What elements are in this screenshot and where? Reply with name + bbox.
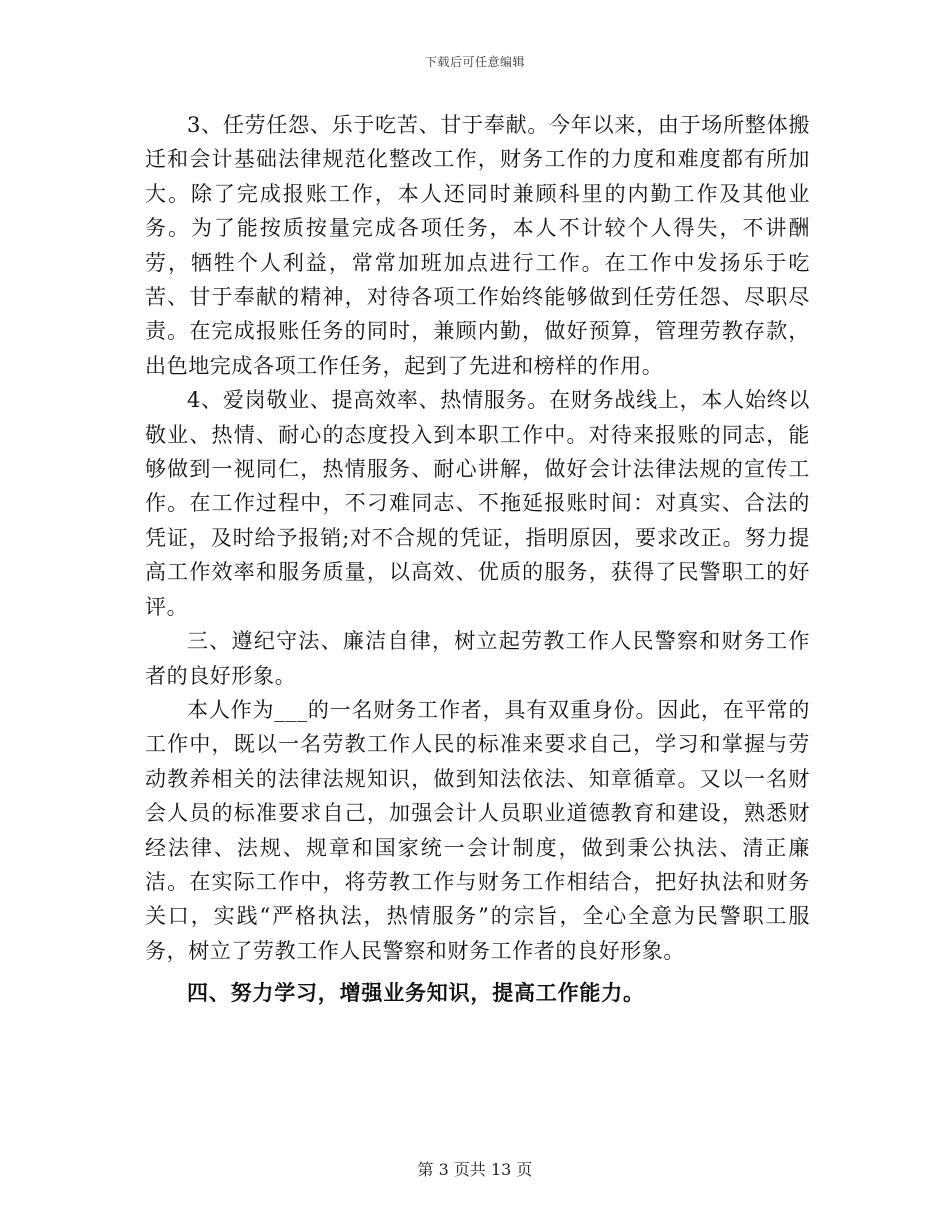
page-header: 下载后可任意编辑 <box>424 55 525 69</box>
paragraph-item-4: 4、爱岗敬业、提高效率、热情服务。在财务战线上，本人始终以敬业、热情、耐心的态度投入到本职工作中。对待来报账的同志，能够做到一视同仁，热情服务、耐心讲解，做好会计法律法规的宣传工作。在工作过程中，不刁难同志、不拖延报账时间：对真实、合法的凭证，及时给予报销;对不合规的凭证，指明原因，要求改正。努力提高工作效率和服务质量，以高效、优质的服务，获得了民警职工的好评。 <box>145 388 810 619</box>
page-number-footer: 第 3 页共 13 页 <box>417 1160 533 1179</box>
document-body <box>145 108 810 1011</box>
section-three-heading: 三、遵纪守法、廉洁自律，树立起劳教工作人民警察和财务工作者的良好形象。 <box>145 629 810 688</box>
section-four-heading: 四、努力学习，增强业务知识，提高工作能力。 <box>187 981 645 1006</box>
paragraph-item-3: 3、任劳任怨、乐于吃苦、甘于奉献。今年以来，由于场所整体搬迁和会计基础法律规范化整改工作，财务工作的力度和难度都有所加大。除了完成报账工作，本人还同时兼顾科里的内勤工作及其他业务。为了能按质按量完成各项任务，本人不计较个人得失，不讲酬劳，牺牲个人利益，常常加班加点进行工作。在工作中发扬乐于吃苦、甘于奉献的精神，对待各项工作始终能够做到任劳任怨、尽职尽责。在完成报账任务的同时，兼顾内勤，做好预算，管理劳教存款，出色地完成各项工作任务，起到了先进和榜样的作用。 <box>145 113 810 378</box>
paragraph-dual-identity: 本人作为___的一名财务工作者，具有双重身份。因此，在平常的工作中，既以一名劳教工作人民的标准来要求自己，学习和掌握与劳动教养相关的法律法规知识，做到知法依法、知章循章。又以一名财会人员的标准要求自己，加强会计人员职业道德教育和建设，熟悉财经法律、法规、规章和国家统一会计制度，做到秉公执法、清正廉洁。在实际工作中，将劳教工作与财务工作相结合，把好执法和财务关口，实践“严格执法，热情服务”的宗旨，全心全意为民警职工服务，树立了劳教工作人民警察和财务工作者的良好形象。 <box>145 697 810 963</box>
